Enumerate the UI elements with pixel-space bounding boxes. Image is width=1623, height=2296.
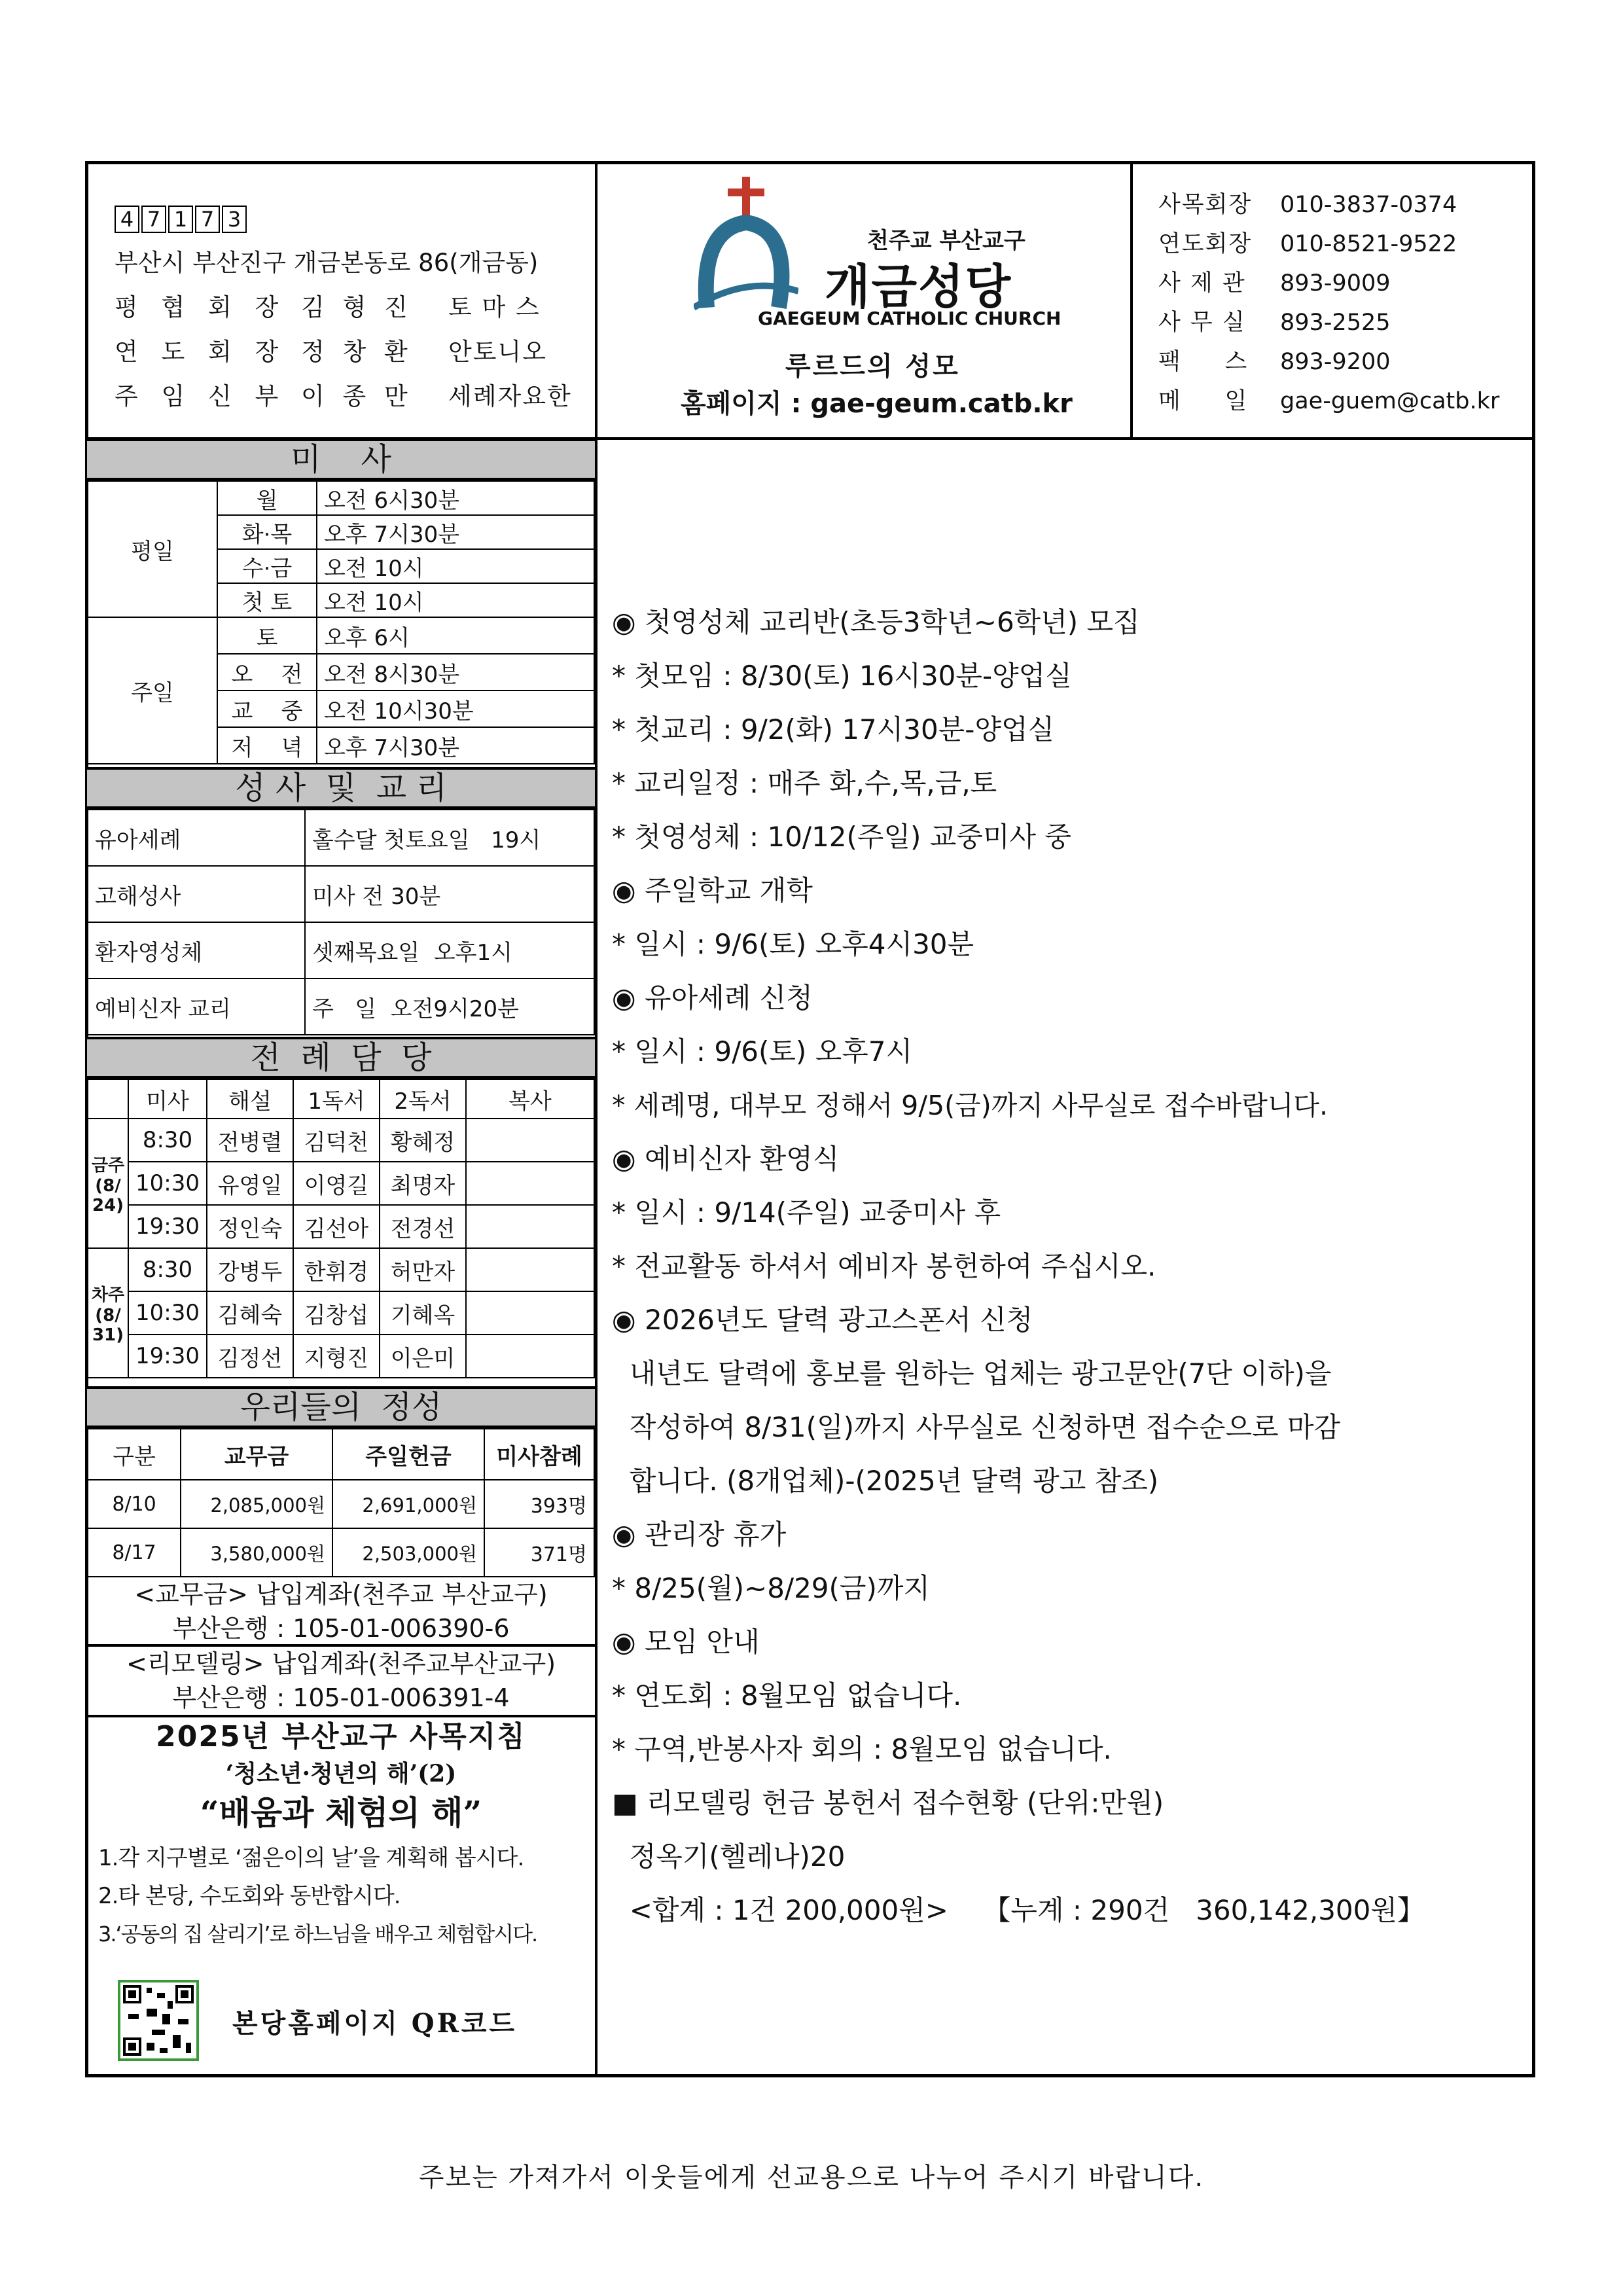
zip-digit: 7 bbox=[195, 206, 220, 233]
mass-time: 7시30분 bbox=[374, 734, 460, 761]
notice-item: * 교리일정 : 매주 화,수,목,금,토 bbox=[612, 767, 997, 799]
homepage-label: 홈페이지 : bbox=[681, 389, 802, 419]
liturgy-time: 19:30 bbox=[128, 1205, 207, 1248]
qr-label: 본당홈페이지 QR코드 bbox=[232, 2008, 518, 2039]
sacrament-value: 미사 전 30분 bbox=[305, 866, 594, 922]
contact-list bbox=[1158, 185, 1499, 421]
notices bbox=[612, 596, 1425, 1937]
notice-item: * 첫교리 : 9/2(화) 17시30분-양업실 bbox=[612, 713, 1055, 745]
contact-label: 사목회장 bbox=[1158, 192, 1253, 218]
officer-role: 연 도 회 장 bbox=[115, 338, 287, 366]
notice-heading: ◉ 2026년도 달력 광고스폰서 신청 bbox=[612, 1304, 1033, 1336]
liturgy-header: 2독서 bbox=[380, 1079, 466, 1119]
account2-title: <리모델링> 납입계좌(천주교부산교구) bbox=[126, 1649, 556, 1678]
mass-ampm: 오전 bbox=[324, 698, 367, 725]
liturgy-table bbox=[87, 1079, 595, 1378]
commentator: 김정선 bbox=[207, 1335, 293, 1378]
mass-time: 10시30분 bbox=[374, 698, 474, 725]
liturgy-header: 복사 bbox=[466, 1079, 594, 1119]
liturgy-header: 해설 bbox=[207, 1079, 293, 1119]
mass-day: 화·목 bbox=[217, 515, 317, 549]
liturgy-header: 1독서 bbox=[293, 1079, 380, 1119]
liturgy-time: 8:30 bbox=[128, 1248, 207, 1291]
officer-role: 평 협 회 장 bbox=[115, 293, 287, 321]
pastoral-motto: “배움과 체험의 해” bbox=[200, 1793, 482, 1832]
mass-day: 교 중 bbox=[217, 691, 317, 727]
officer-baptism: 안토니오 bbox=[448, 338, 547, 366]
pastoral-subtitle: ‘청소년·청년의 해’(2) bbox=[225, 1760, 457, 1787]
notice-item: 정옥기(헬레나)20 bbox=[612, 1840, 846, 1873]
liturgy-time: 8:30 bbox=[128, 1119, 207, 1162]
officer-row bbox=[115, 330, 572, 374]
reader1: 이영길 bbox=[293, 1162, 380, 1205]
weekday-label: 평일 bbox=[88, 481, 217, 617]
server bbox=[466, 1335, 594, 1378]
contact-row bbox=[1158, 382, 1499, 421]
mass-time: 6시 bbox=[374, 624, 410, 651]
server bbox=[466, 1162, 594, 1205]
offering-dues: 3,580,000원 bbox=[181, 1528, 332, 1577]
liturgy-header: 미사 bbox=[128, 1079, 207, 1119]
offering-attendance: 393명 bbox=[484, 1480, 594, 1528]
offering-dues: 2,085,000원 bbox=[181, 1480, 332, 1528]
account1-number: 부산은행 : 105-01-006390-6 bbox=[172, 1614, 510, 1643]
commentator: 강병두 bbox=[207, 1248, 293, 1291]
server bbox=[466, 1291, 594, 1335]
liturgy-time: 10:30 bbox=[128, 1291, 207, 1335]
contact-label: 사 무 실 bbox=[1158, 310, 1246, 336]
officer-name: 김 형 진 bbox=[301, 293, 413, 321]
church-name-en: GAEGEUM CATHOLIC CHURCH bbox=[758, 308, 1061, 329]
account-box-2 bbox=[87, 1647, 595, 1715]
mass-ampm: 오전 bbox=[324, 555, 367, 582]
notice-heading: ◉ 첫영성체 교리반(초등3학년~6학년) 모집 bbox=[612, 606, 1140, 638]
pastoral-item: 2.타 본당, 수도회와 동반합시다. bbox=[98, 1883, 401, 1909]
sunday-label: 주일 bbox=[88, 617, 217, 764]
address: 부산시 부산진구 개금본동로 86(개금동) bbox=[115, 249, 539, 277]
notice-item: * 일시 : 9/6(토) 오후4시30분 bbox=[612, 928, 974, 960]
homepage bbox=[681, 383, 1073, 420]
week-label: 차주(8/31) bbox=[88, 1248, 128, 1378]
reader1: 한휘경 bbox=[293, 1248, 380, 1291]
sacrament-name: 유아세례 bbox=[88, 810, 305, 866]
zip-digit: 3 bbox=[222, 206, 247, 233]
reader1: 지형진 bbox=[293, 1335, 380, 1378]
officer-row bbox=[115, 285, 572, 330]
officer-baptism: 세례자요한 bbox=[448, 382, 572, 410]
notice-heading: ◉ 주일학교 개학 bbox=[612, 874, 813, 906]
sacrament-value: 홀수달 첫토요일 19시 bbox=[305, 810, 594, 866]
sacrament-value: 셋째목요일 오후1시 bbox=[305, 922, 594, 978]
mass-day: 월 bbox=[217, 481, 317, 515]
offerings-table bbox=[87, 1428, 595, 1577]
officer-name: 정 창 환 bbox=[301, 338, 413, 366]
column-divider bbox=[595, 161, 597, 2077]
contact-label: 메 일 bbox=[1158, 388, 1249, 414]
mass-day: 저 녁 bbox=[217, 727, 317, 764]
commentator: 김혜숙 bbox=[207, 1291, 293, 1335]
mass-title: 미 사 bbox=[87, 439, 595, 480]
pastoral-title: 2025년 부산교구 사목지침 bbox=[156, 1720, 526, 1753]
contact-value: 010-8521-9522 bbox=[1280, 231, 1457, 257]
sacrament-name: 고해성사 bbox=[88, 866, 305, 922]
reader1: 김덕천 bbox=[293, 1119, 380, 1162]
header-divider bbox=[1130, 161, 1133, 440]
commentator: 유영일 bbox=[207, 1162, 293, 1205]
notice-item: * 일시 : 9/6(토) 오후7시 bbox=[612, 1035, 913, 1067]
officer-name: 이 종 만 bbox=[301, 382, 413, 410]
contact-row bbox=[1158, 303, 1499, 342]
contact-value: gae-guem@catb.kr bbox=[1280, 388, 1500, 414]
mass-day: 오 전 bbox=[217, 654, 317, 691]
account2-number: 부산은행 : 105-01-006391-4 bbox=[172, 1683, 510, 1712]
liturgy-time: 19:30 bbox=[128, 1335, 207, 1378]
liturgy-time: 10:30 bbox=[128, 1162, 207, 1205]
zip-code bbox=[115, 196, 572, 241]
sacrament-name: 환자영성체 bbox=[88, 922, 305, 978]
reader1: 김선아 bbox=[293, 1205, 380, 1248]
zip-digit: 7 bbox=[141, 206, 166, 233]
diocese-name: 천주교 부산교구 bbox=[867, 228, 1026, 254]
server bbox=[466, 1119, 594, 1162]
offering-header: 주일헌금 bbox=[332, 1429, 484, 1480]
mass-day: 수·금 bbox=[217, 549, 317, 583]
mass-ampm: 오전 bbox=[324, 487, 367, 514]
reader2: 허만자 bbox=[380, 1248, 466, 1291]
pastoral-list bbox=[98, 1839, 537, 1953]
reader2: 황혜정 bbox=[380, 1119, 466, 1162]
mass-time: 8시30분 bbox=[374, 661, 460, 688]
offering-sunday: 2,503,000원 bbox=[332, 1528, 484, 1577]
offering-date: 8/17 bbox=[88, 1528, 181, 1577]
account-box-1 bbox=[87, 1577, 595, 1645]
server bbox=[466, 1248, 594, 1291]
contact-value: 893-2525 bbox=[1280, 310, 1391, 336]
mass-ampm: 오전 bbox=[324, 589, 367, 616]
notice-heading: ■ 리모델링 헌금 봉헌서 접수현황 (단위:만원) bbox=[612, 1787, 1164, 1819]
notice-item: * 일시 : 9/14(주일) 교중미사 후 bbox=[612, 1196, 1001, 1229]
offering-date: 8/10 bbox=[88, 1480, 181, 1528]
sacrament-name: 예비신자 교리 bbox=[88, 978, 305, 1035]
contact-value: 893-9200 bbox=[1280, 349, 1391, 375]
mass-time: 6시30분 bbox=[374, 487, 460, 514]
reader2: 최명자 bbox=[380, 1162, 466, 1205]
reader2: 이은미 bbox=[380, 1335, 466, 1378]
offering-header: 교무금 bbox=[181, 1429, 332, 1480]
server bbox=[466, 1205, 594, 1248]
commentator: 전병렬 bbox=[207, 1119, 293, 1162]
notice-item: * 첫영성체 : 10/12(주일) 교중미사 중 bbox=[612, 821, 1072, 853]
notice-item: * 세례명, 대부모 정해서 9/5(금)까지 사무실로 접수바랍니다. bbox=[612, 1090, 1329, 1121]
footer-note: 주보는 가져가서 이웃들에게 선교용으로 나누어 주시기 바랍니다. bbox=[418, 2162, 1205, 2193]
contact-row bbox=[1158, 185, 1499, 224]
week-label: 금주(8/24) bbox=[88, 1119, 128, 1248]
liturgy-title: 전 례 담 당 bbox=[87, 1037, 595, 1079]
offering-header: 미사참례 bbox=[484, 1429, 594, 1480]
mass-ampm: 오후 bbox=[324, 521, 367, 548]
officer-baptism: 토 마 스 bbox=[448, 293, 541, 321]
notice-item: * 8/25(월)~8/29(금)까지 bbox=[612, 1572, 931, 1604]
patron: 루르드의 성모 bbox=[785, 351, 960, 382]
reader1: 김창섭 bbox=[293, 1291, 380, 1335]
homepage-link[interactable]: gae-geum.catb.kr bbox=[810, 389, 1073, 419]
notice-heading: ◉ 유아세례 신청 bbox=[612, 982, 813, 1014]
pastoral-box bbox=[87, 1719, 595, 1834]
contact-row bbox=[1158, 264, 1499, 303]
reader2: 전경선 bbox=[380, 1205, 466, 1248]
church-name: 개금성당 bbox=[825, 259, 1012, 314]
mass-day: 첫 토 bbox=[217, 583, 317, 617]
divider bbox=[87, 1715, 595, 1717]
contact-value: 893-9009 bbox=[1280, 270, 1391, 296]
officer-role: 주 임 신 부 bbox=[115, 382, 287, 410]
notice-item: 합니다. (8개업체)-(2025년 달력 광고 참조) bbox=[612, 1465, 1159, 1497]
notice-item: <합계 : 1건 200,000원> 【누계 : 290건 360,142,300원】 bbox=[612, 1894, 1425, 1926]
notice-item: * 연도회 : 8월모임 없습니다. bbox=[612, 1679, 962, 1712]
mass-time: 10시 bbox=[374, 589, 424, 616]
officer-row bbox=[115, 374, 572, 419]
notice-item: 내년도 달력에 홍보를 원하는 업체는 광고문안(7단 이하)을 bbox=[612, 1357, 1332, 1390]
offering-header: 구분 bbox=[88, 1429, 181, 1480]
notice-heading: ◉ 관리장 휴가 bbox=[612, 1518, 787, 1551]
notice-heading: ◉ 모임 안내 bbox=[612, 1626, 760, 1658]
mass-time: 7시30분 bbox=[374, 521, 460, 548]
mass-day: 토 bbox=[217, 617, 317, 654]
offerings-title: 우리들의 정성 bbox=[87, 1386, 595, 1428]
sacraments-title: 성 사 및 교 리 bbox=[87, 767, 595, 809]
contact-label: 사 제 관 bbox=[1158, 270, 1246, 296]
zip-digit: 1 bbox=[168, 206, 193, 233]
header-info bbox=[115, 196, 572, 419]
offering-attendance: 371명 bbox=[484, 1528, 594, 1577]
pastoral-item: 1.각 지구별로 ‘젊은이의 날’을 계획해 봅시다. bbox=[98, 1845, 524, 1871]
contact-value: 010-3837-0374 bbox=[1280, 192, 1457, 218]
pastoral-item: 3.‘공동의 집 살리기’로 하느님을 배우고 체험합시다. bbox=[98, 1922, 537, 1946]
zip-digit: 4 bbox=[115, 206, 139, 233]
mass-ampm: 오후 bbox=[324, 734, 367, 761]
account1-title: <교무금> 납입계좌(천주교 부산교구) bbox=[134, 1580, 548, 1609]
notice-heading: ◉ 예비신자 환영식 bbox=[612, 1143, 840, 1175]
mass-ampm: 오전 bbox=[324, 661, 367, 688]
mass-time: 10시 bbox=[374, 555, 424, 582]
contact-row bbox=[1158, 224, 1499, 264]
notice-item: * 구역,반봉사자 회의 : 8월모임 없습니다. bbox=[612, 1733, 1112, 1765]
sacrament-value: 주 일 오전9시20분 bbox=[305, 978, 594, 1035]
contact-label: 연도회장 bbox=[1158, 231, 1253, 257]
reader2: 기혜옥 bbox=[380, 1291, 466, 1335]
sacraments-table bbox=[87, 809, 595, 1035]
offering-sunday: 2,691,000원 bbox=[332, 1480, 484, 1528]
qr-code-icon[interactable] bbox=[118, 1980, 199, 2061]
notice-item: * 첫모임 : 8/30(토) 16시30분-양업실 bbox=[612, 660, 1072, 692]
notice-item: * 전교활동 하셔서 예비자 봉헌하여 주십시오. bbox=[612, 1250, 1156, 1282]
notice-item: 작성하여 8/31(일)까지 사무실로 신청하면 접수순으로 마감 bbox=[612, 1411, 1341, 1443]
commentator: 정인숙 bbox=[207, 1205, 293, 1248]
contact-label: 팩 스 bbox=[1158, 349, 1249, 375]
contact-row bbox=[1158, 342, 1499, 382]
mass-ampm: 오후 bbox=[324, 624, 367, 651]
mass-table bbox=[87, 480, 595, 764]
church-logo-icon bbox=[694, 177, 798, 327]
